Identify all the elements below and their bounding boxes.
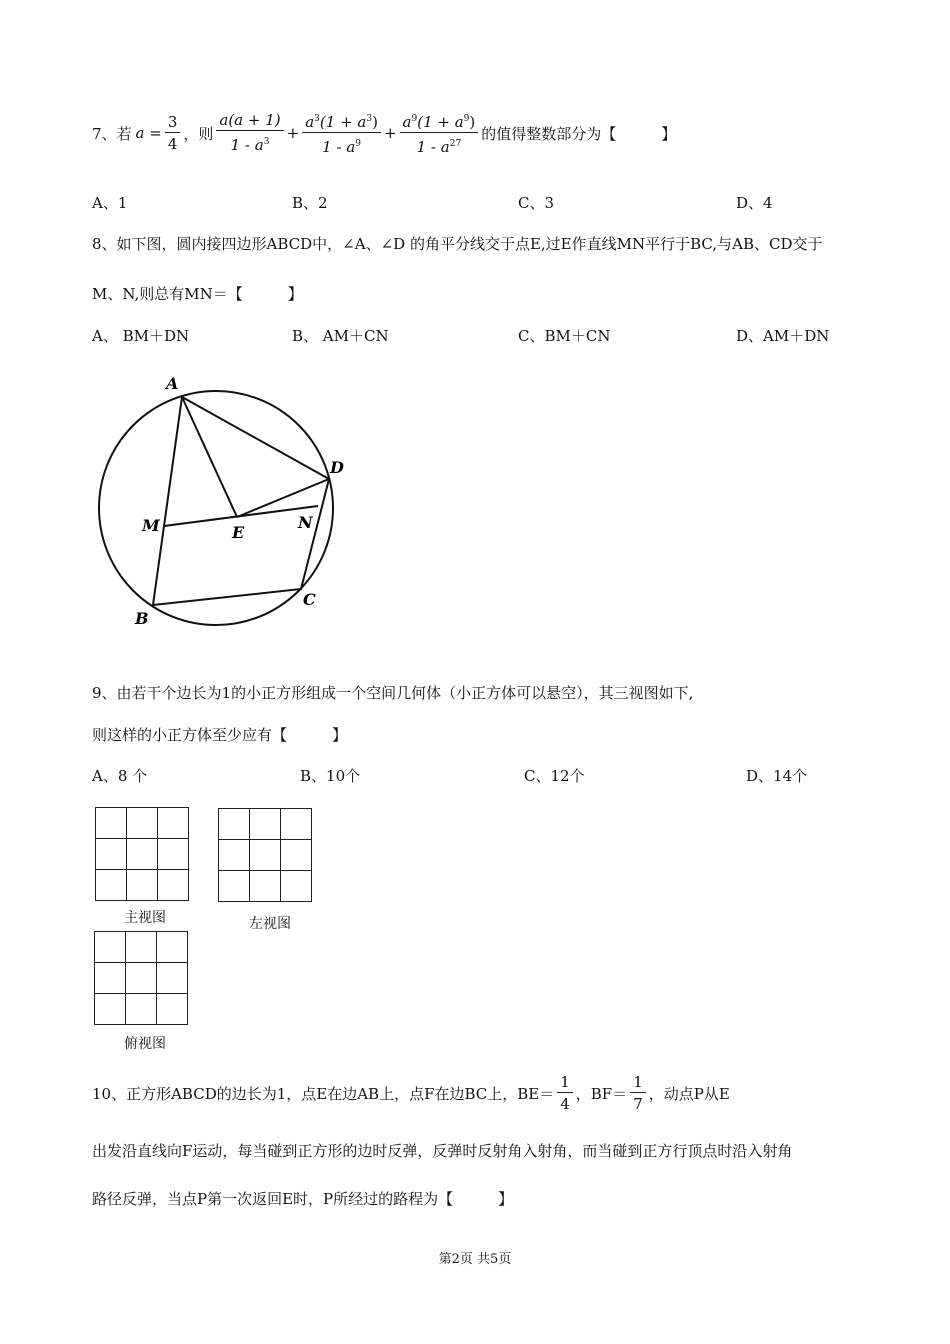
label-b: B [135,609,149,628]
left-view-caption: 左视图 [249,916,291,932]
top-view-grid [94,931,188,1025]
q7-term2: $\frac{a^3(1 + a^3)}{1 - a^9}$ [302,109,381,158]
q7-prefix: 7、若 [92,124,132,143]
q10-line1: 10、正方形ABCD的边长为1，点E在边AB上，点F在边BC上，BE＝ $\frac{1}{4}$ ，BF＝ $\frac{1}{7}$ ，动点P从E [92,1072,730,1113]
q7-option-a: A、1 [92,194,128,212]
label-m: M [142,516,160,535]
q9-option-d: D、14个 [746,767,808,785]
q7-then: ，则 [183,124,214,143]
q8-circle-figure [90,370,350,635]
left-view-grid [218,808,312,902]
q10-line2: 出发沿直线向F运动，每当碰到正方形的边时反弹，反弹时反射角入射角，而当碰到正方行顶点时沿入射角 [92,1142,793,1160]
q7-a-def: a = [135,124,162,142]
front-view-caption: 主视图 [124,910,166,926]
label-e: E [232,523,245,542]
q7-suffix: 的值得整数部分为【 】 [481,124,677,143]
label-c: C [303,590,316,609]
top-view-caption: 俯视图 [124,1036,166,1052]
q7-option-d: D、4 [736,194,773,212]
q9-line1: 9、由若干个边长为1的小正方形组成一个空间几何体（小正方体可以悬空），其三视图如下, [92,684,694,702]
q7-line [92,103,676,163]
q10-be-fraction: $\frac{1}{4}$ [557,1072,573,1115]
page-footer: 第2页 共5页 [438,1252,512,1267]
q7-plus-1: + [286,124,300,142]
q10-line3: 路径反弹，当点P第一次返回E时，P所经过的路程为【 】 [92,1190,514,1208]
q9-line2: 则这样的小正方体至少应有【 】 [92,726,348,744]
label-n: N [298,513,313,532]
q8-option-d: D、AM＋DN [736,327,830,345]
q8-option-a: A、 BM＋DN [92,327,190,345]
q7-plus-2: + [383,124,397,142]
segment-ae [182,397,237,517]
q9-option-c: C、12个 [524,767,585,785]
q9-option-b: B、10个 [300,767,361,785]
q9-option-a: A、8 个 [92,767,148,785]
q10-bf-fraction: $\frac{1}{7}$ [630,1072,646,1115]
label-d: D [330,458,344,477]
q7-term1: $\frac{a(a + 1)}{1 - a^3}$ [216,110,283,156]
q7-option-b: B、2 [292,194,328,212]
q7-option-c: C、3 [518,194,555,212]
label-a: A [166,374,179,393]
q7-term3: $\frac{a^9(1 + a^9)}{1 - a^{27}}$ [400,109,479,158]
q8-line1: 8、如下图，圆内接四边形ABCD中，∠A、∠D 的角平分线交于点E,过E作直线MN平行于BC,与AB、CD交于 [92,235,823,253]
q8-line2: M、N,则总有MN＝【 】 [92,285,303,303]
front-view-grid [95,807,189,901]
q8-option-c: C、BM＋CN [518,327,611,345]
q8-option-b: B、 AM＋CN [292,327,389,345]
q7-a-fraction: $\frac{3}{4}$ [165,112,181,155]
